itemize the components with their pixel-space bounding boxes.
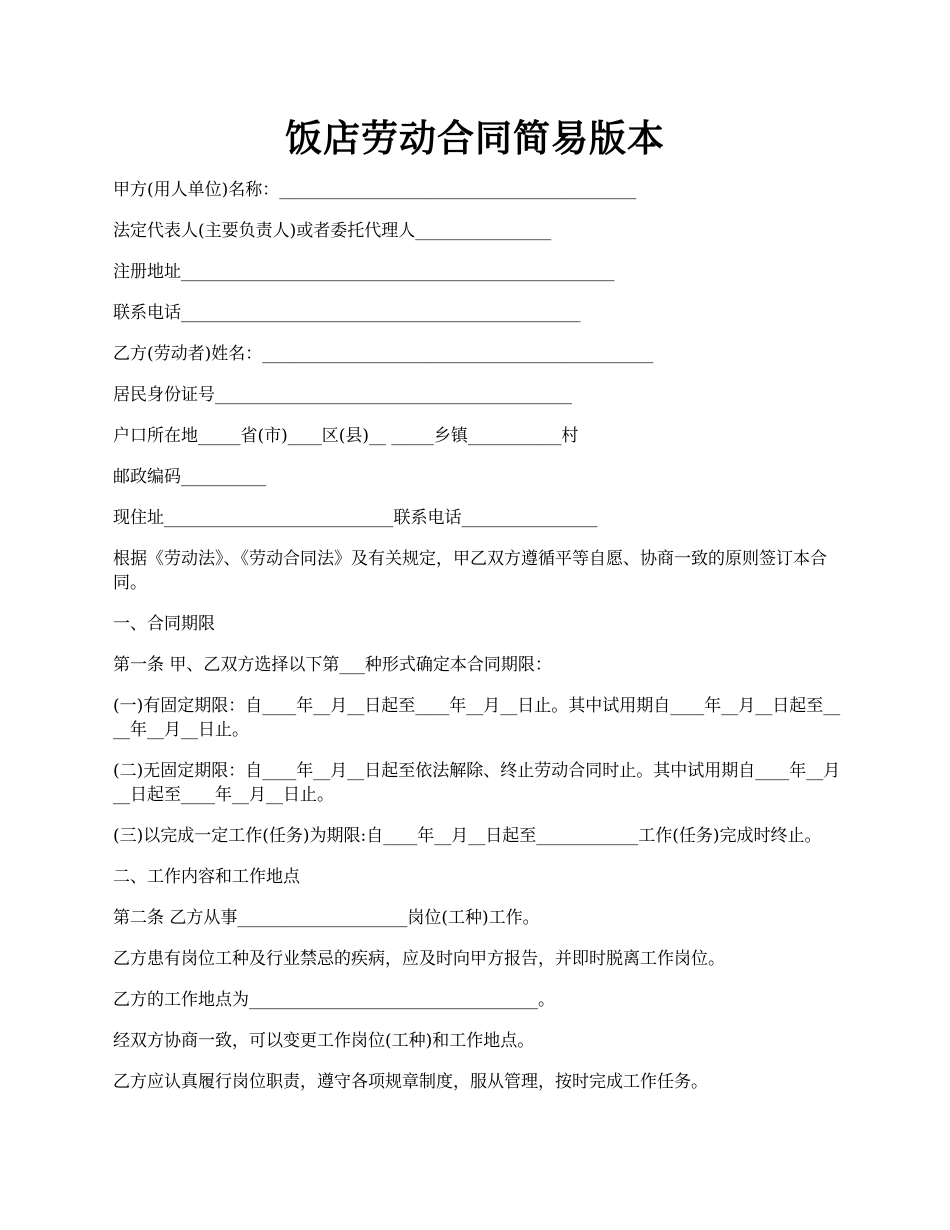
party-b-name-line: 乙方(劳动者)姓名：______________________________________________ xyxy=(113,344,654,364)
task-term-paragraph: (三)以完成一定工作(任务)为期限:自____年__月__日起至____________工作(任务)完成时终止。 xyxy=(113,826,822,846)
article-1: 第一条 甲、乙双方选择以下第___种形式确定本合同期限： xyxy=(113,655,552,675)
section-heading-contract-term: 一、合同期限 xyxy=(113,614,215,634)
party-a-phone-line: 联系电话_______________________________________________ xyxy=(113,303,581,323)
change-position-paragraph: 经双方协商一致，可以变更工作岗位(工种)和工作地点。 xyxy=(113,1031,535,1051)
work-location-line: 乙方的工作地点为__________________________________。 xyxy=(113,990,555,1010)
duties-paragraph: 乙方应认真履行岗位职责，遵守各项规章制度，服从管理，按时完成工作任务。 xyxy=(113,1072,708,1092)
registered-address-line: 注册地址___________________________________________________ xyxy=(113,262,615,282)
document-title: 饭店劳动合同简易版本 xyxy=(285,116,665,160)
party-a-name-line: 甲方(用人单位)名称：__________________________________________ xyxy=(113,180,637,200)
household-registration-line: 户口所在地_____省(市)____区(县)__ _____乡镇___________村 xyxy=(113,426,579,446)
id-number-line: 居民身份证号__________________________________________ xyxy=(113,385,572,405)
current-address-line: 现住址___________________________联系电话________________ xyxy=(113,508,598,528)
disease-report-paragraph: 乙方患有岗位工种及行业禁忌的疾病，应及时向甲方报告，并即时脱离工作岗位。 xyxy=(113,949,725,969)
open-term-paragraph: (二)无固定期限：自____年__月__日起至依法解除、终止劳动合同时止。其中试用期自____年__月__日起至____年__月__日止。 xyxy=(113,761,841,805)
preamble-paragraph: 根据《劳动法》、《劳动合同法》及有关规定，甲乙双方遵循平等自愿、协商一致的原则签订本合同。 xyxy=(113,549,827,593)
article-2: 第二条 乙方从事____________________岗位(工种)工作。 xyxy=(113,908,540,928)
document-body xyxy=(113,178,843,1111)
legal-representative-line: 法定代表人(主要负责人)或者委托代理人________________ xyxy=(113,221,552,241)
postal-code-line: 邮政编码__________ xyxy=(113,467,266,487)
fixed-term-paragraph: (一)有固定期限：自____年__月__日起至____年__月__日止。其中试用期自____年__月__日起至____年__月__日止。 xyxy=(113,696,841,740)
section-heading-work-content: 二、工作内容和工作地点 xyxy=(113,867,300,887)
